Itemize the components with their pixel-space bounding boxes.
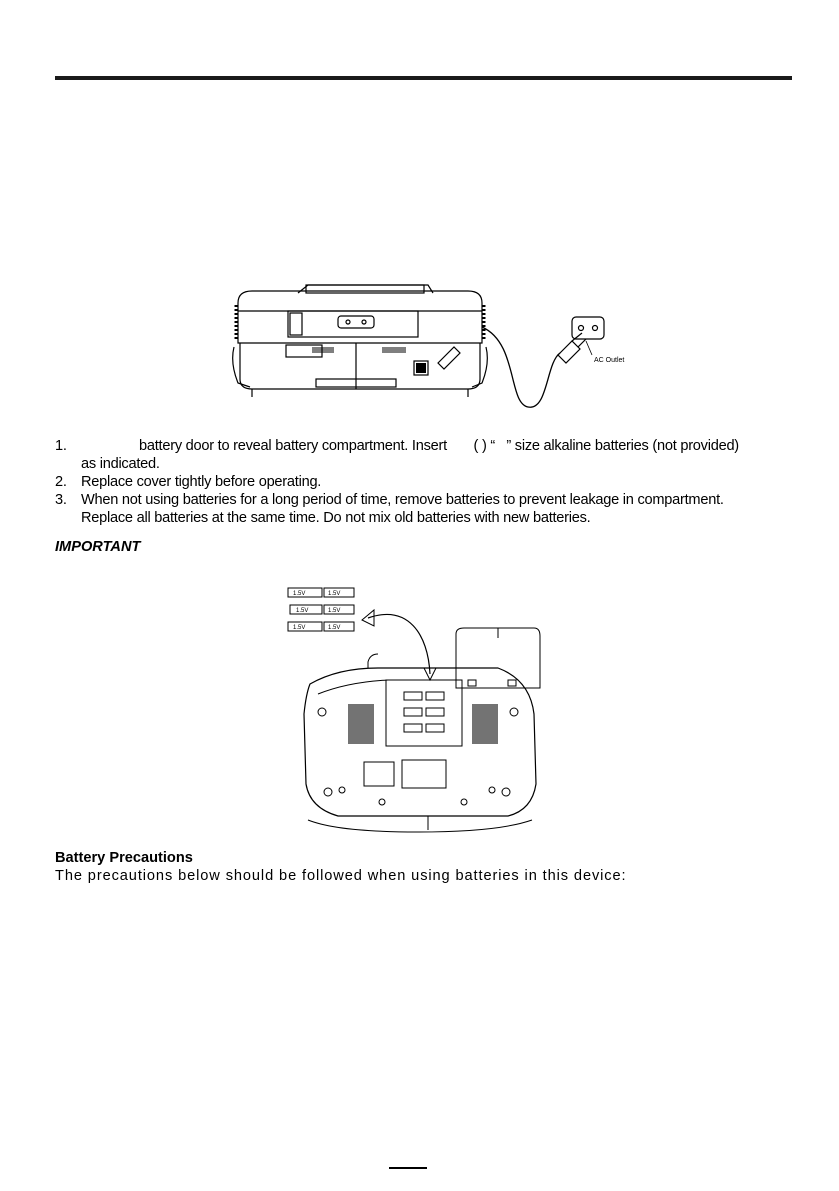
battery-label: 1.5V <box>328 591 341 597</box>
header-rule <box>55 76 792 80</box>
page-number-rule <box>389 1167 427 1169</box>
step-3-line-1: When not using batteries for a long period of time, remove batteries to prevent leakage in compartment. <box>81 492 724 508</box>
step-2 <box>55 473 815 491</box>
step-1-line-2: as indicated. <box>81 456 160 472</box>
step-1-line-1: battery door to reveal battery compartment. Insert ( ) “ ” size alkaline batteries (not provided) <box>139 438 739 454</box>
step-3 <box>55 491 815 527</box>
battery-label: 1.5V <box>293 625 306 631</box>
ac-connection-illustration <box>228 283 638 411</box>
battery-label: 1.5V <box>328 625 341 631</box>
step-3-number: 3. <box>55 492 67 508</box>
battery-label: 1.5V <box>328 608 341 614</box>
ac-outlet-label: AC Outlet <box>594 357 625 364</box>
step-1-number: 1. <box>55 438 67 454</box>
important-heading: IMPORTANT <box>55 539 141 555</box>
battery-precautions-heading: Battery Precautions <box>55 850 193 866</box>
step-2-line-1: Replace cover tightly before operating. <box>81 474 322 490</box>
battery-label: 1.5V <box>296 608 309 614</box>
instruction-steps <box>55 437 815 527</box>
step-2-number: 2. <box>55 474 67 490</box>
step-3-line-2: Replace all batteries at the same time. Do not mix old batteries with new batteries. <box>81 510 591 526</box>
battery-precautions-intro: The precautions below should be followed when using batteries in this device: <box>55 868 627 884</box>
battery-label: 1.5V <box>293 591 306 597</box>
battery-installation-illustration <box>278 584 548 836</box>
step-1 <box>55 437 815 473</box>
